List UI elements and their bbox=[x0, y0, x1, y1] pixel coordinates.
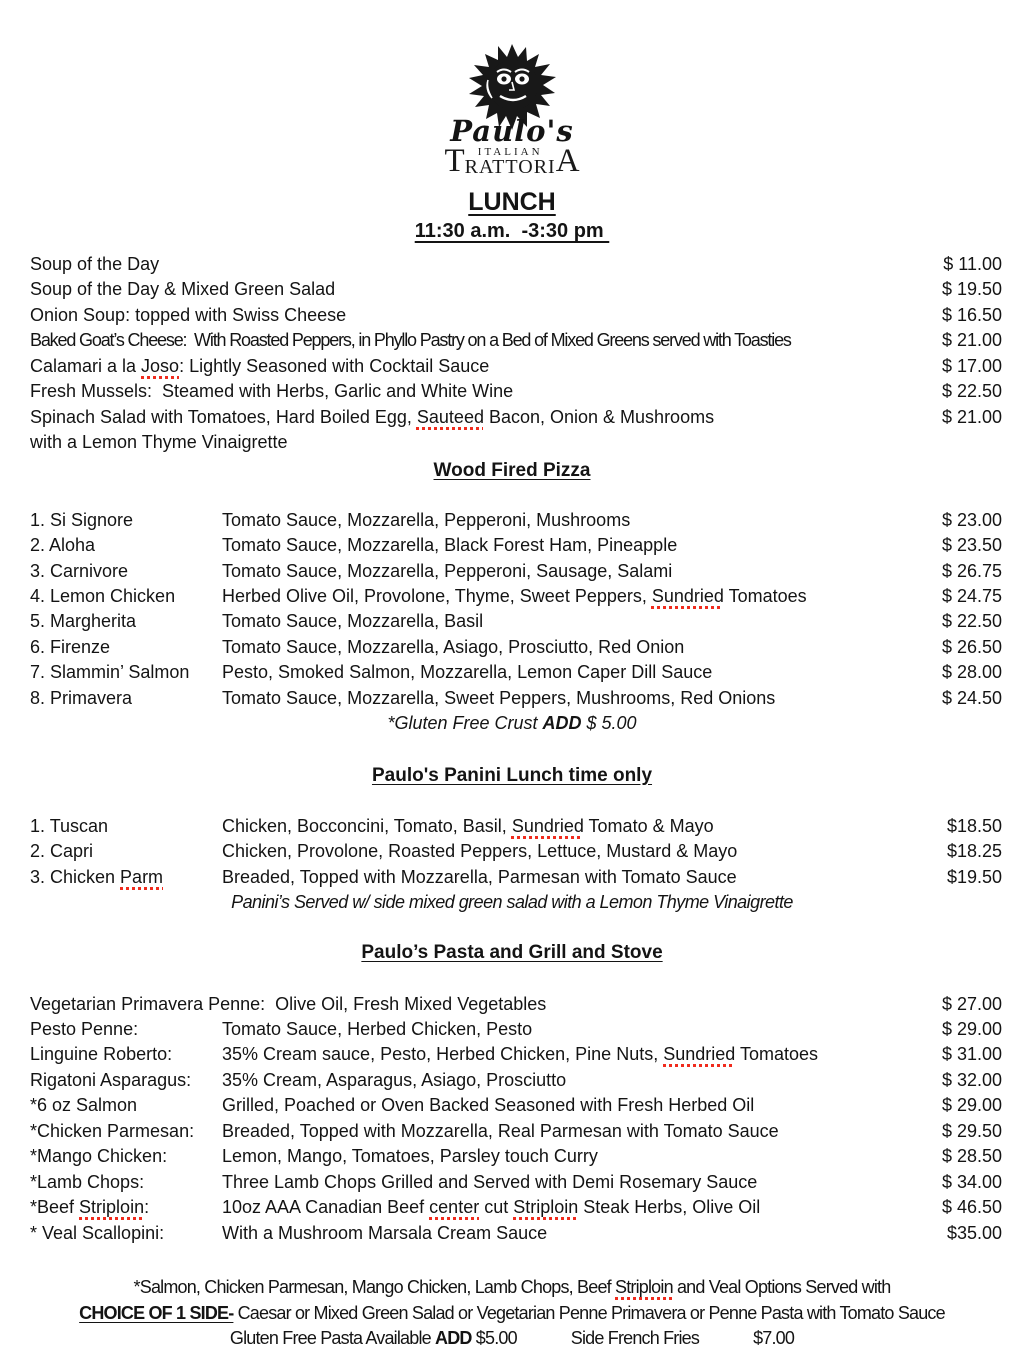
item-price: $ 28.50 bbox=[941, 1146, 1002, 1167]
item-price bbox=[994, 430, 1002, 455]
menu-row bbox=[0, 328, 1024, 353]
menu-row bbox=[0, 1119, 1024, 1144]
panini-section bbox=[0, 814, 1024, 890]
item-name: Pesto Penne: bbox=[30, 1018, 139, 1039]
footer-notes bbox=[0, 1275, 1024, 1351]
item-price: $18.50 bbox=[946, 815, 1002, 836]
item-price: $ 27.00 bbox=[941, 993, 1002, 1014]
item-price: $ 29.50 bbox=[941, 1120, 1002, 1141]
menu-row bbox=[0, 1221, 1024, 1246]
page-title: LUNCH bbox=[468, 188, 556, 216]
item-desc: Chicken, Bocconcini, Tomato, Basil, Sundried Tomato & Mayo bbox=[222, 815, 714, 836]
menu-row bbox=[0, 277, 1024, 302]
item-desc: Tomato Sauce, Mozzarella, Basil bbox=[222, 611, 484, 632]
item-price: $ 24.75 bbox=[941, 585, 1002, 606]
menu-row bbox=[0, 1042, 1024, 1067]
menu-row bbox=[0, 405, 1024, 430]
item-desc: Chicken, Provolone, Roasted Peppers, Lettuce, Mustard & Mayo bbox=[222, 841, 738, 862]
item-text: Soup of the Day bbox=[30, 254, 160, 274]
item-price: $ 23.00 bbox=[941, 509, 1002, 530]
item-desc: Tomato Sauce, Mozzarella, Sweet Peppers, Mushrooms, Red Onions bbox=[222, 687, 776, 708]
side-fries-price: $7.00 bbox=[753, 1327, 795, 1348]
item-price: $ 16.50 bbox=[941, 304, 1002, 325]
pizza-section-heading: Wood Fired Pizza bbox=[433, 459, 591, 481]
item-desc: Breaded, Topped with Mozzarella, Parmesan with Tomato Sauce bbox=[222, 866, 737, 887]
menu-row bbox=[0, 1195, 1024, 1220]
item-price: $ 23.50 bbox=[941, 535, 1002, 556]
menu-row bbox=[0, 635, 1024, 660]
choice-of-side-label: CHOICE OF 1 SIDE- bbox=[79, 1302, 234, 1323]
item-price: $ 21.00 bbox=[941, 330, 1002, 351]
restaurant-logo bbox=[0, 0, 1024, 179]
item-price: $ 28.00 bbox=[941, 662, 1002, 683]
logo-trattoria-wordmark bbox=[444, 143, 580, 179]
item-price: $35.00 bbox=[946, 1222, 1002, 1243]
item-price: $ 17.00 bbox=[941, 355, 1002, 376]
menu-row bbox=[0, 1144, 1024, 1169]
menu-row bbox=[0, 865, 1024, 890]
logo-big-t: T bbox=[444, 143, 465, 179]
item-price: $ 22.50 bbox=[941, 381, 1002, 402]
item-desc: Three Lamb Chops Grilled and Served with Demi Rosemary Sauce bbox=[222, 1171, 758, 1192]
item-name: *Lamb Chops: bbox=[30, 1171, 145, 1192]
item-text: Calamari a la Joso: Lightly Seasoned with Cocktail Sauce bbox=[30, 355, 490, 376]
footer-line-extras: Gluten Free Pasta Available ADD $5.00 Side French Fries $7.00 bbox=[229, 1327, 795, 1348]
item-price: $ 29.00 bbox=[941, 1018, 1002, 1039]
item-price: $ 26.50 bbox=[941, 636, 1002, 657]
item-name: Vegetarian Primavera Penne: bbox=[30, 993, 266, 1014]
menu-row bbox=[0, 533, 1024, 558]
menu-row bbox=[0, 1068, 1024, 1093]
item-desc: Herbed Olive Oil, Provolone, Thyme, Sweet Peppers, Sundried Tomatoes bbox=[222, 585, 807, 606]
logo-italian-label: ITALIAN bbox=[477, 146, 543, 158]
item-name: 2. Capri bbox=[30, 841, 94, 862]
item-text: Soup of the Day & Mixed Green Salad bbox=[30, 279, 336, 300]
footer-line-options: *Salmon, Chicken Parmesan, Mango Chicken, Lamb Chops, Beef Striploin and Veal Options Served with bbox=[133, 1277, 891, 1298]
item-price: $ 31.00 bbox=[941, 1044, 1002, 1065]
menu-row bbox=[0, 1170, 1024, 1195]
appetizers-section bbox=[0, 252, 1024, 456]
logo-script-name: Paulo's bbox=[450, 114, 574, 148]
item-desc: Olive Oil, Fresh Mixed Vegetables bbox=[265, 993, 547, 1014]
item-name: * Veal Scallopini: bbox=[30, 1222, 165, 1243]
menu-row bbox=[0, 1017, 1024, 1042]
side-fries-label: Side French Fries bbox=[570, 1327, 700, 1348]
item-desc: 35% Cream sauce, Pesto, Herbed Chicken, Pine Nuts, Sundried Tomatoes bbox=[222, 1044, 818, 1065]
item-name: *Mango Chicken: bbox=[30, 1146, 168, 1167]
logo-big-a: A bbox=[555, 143, 580, 179]
item-text: Baked Goat’s Cheese: With Roasted Peppers, in Phyllo Pastry on a Bed of Mixed Greens served with Toasties bbox=[30, 330, 791, 351]
item-desc: Tomato Sauce, Herbed Chicken, Pesto bbox=[222, 1018, 533, 1039]
footer-line-sides: CHOICE OF 1 SIDE- Caesar or Mixed Green Salad or Vegetarian Penne Primavera or Penne Pasta with Tomato Sauce bbox=[79, 1302, 945, 1323]
item-name: 1. Tuscan bbox=[30, 815, 109, 836]
item-price: $ 26.75 bbox=[941, 560, 1002, 581]
item-name: Rigatoni Asparagus: bbox=[30, 1069, 192, 1090]
item-price: $ 21.00 bbox=[941, 406, 1002, 427]
pasta-section-heading: Paulo’s Pasta and Grill and Stove bbox=[361, 941, 663, 963]
item-price: $ 11.00 bbox=[943, 254, 1002, 274]
item-name: 2. Aloha bbox=[30, 535, 96, 556]
item-name: Linguine Roberto: bbox=[30, 1044, 173, 1065]
item-desc: Grilled, Poached or Oven Backed Seasoned with Fresh Herbed Oil bbox=[222, 1095, 755, 1116]
item-name: *Beef Striploin: bbox=[30, 1197, 150, 1218]
menu-row bbox=[0, 609, 1024, 634]
item-price: $ 19.50 bbox=[941, 279, 1002, 300]
menu-row bbox=[0, 814, 1024, 839]
item-name: *6 oz Salmon bbox=[30, 1095, 138, 1116]
item-price: $ 29.00 bbox=[941, 1095, 1002, 1116]
menu-row bbox=[0, 1093, 1024, 1118]
item-desc: Tomato Sauce, Mozzarella, Asiago, Prosciutto, Red Onion bbox=[222, 636, 685, 657]
item-name: 8. Primavera bbox=[30, 687, 133, 708]
pizza-section bbox=[0, 508, 1024, 712]
pasta-section bbox=[0, 992, 1024, 1247]
item-name: 3. Chicken Parm bbox=[30, 866, 164, 887]
item-price: $18.25 bbox=[946, 841, 1002, 862]
menu-row bbox=[0, 584, 1024, 609]
item-text: Onion Soup: topped with Swiss Cheese bbox=[30, 304, 347, 325]
item-price: $ 24.50 bbox=[941, 687, 1002, 708]
item-name: 4. Lemon Chicken bbox=[30, 585, 176, 606]
panini-section-heading: Paulo's Panini Lunch time only bbox=[371, 764, 653, 786]
menu-row bbox=[0, 508, 1024, 533]
menu-row bbox=[0, 303, 1024, 328]
item-desc: 10oz AAA Canadian Beef center cut Striploin Steak Herbs, Olive Oil bbox=[222, 1197, 761, 1218]
item-desc: Lemon, Mango, Tomatoes, Parsley touch Curry bbox=[222, 1146, 598, 1167]
item-desc: Pesto, Smoked Salmon, Mozzarella, Lemon Caper Dill Sauce bbox=[222, 662, 713, 683]
menu-row-continuation bbox=[0, 430, 1024, 455]
item-text: Fresh Mussels: Steamed with Herbs, Garlic and White Wine bbox=[30, 381, 514, 402]
item-price: $ 46.50 bbox=[941, 1197, 1002, 1218]
item-name: 7. Slammin’ Salmon bbox=[30, 662, 190, 683]
item-text: with a Lemon Thyme Vinaigrette bbox=[30, 432, 288, 453]
panini-served-note: Panini’s Served w/ side mixed green salad with a Lemon Thyme Vinaigrette bbox=[231, 892, 793, 913]
item-desc: Breaded, Topped with Mozzarella, Real Parmesan with Tomato Sauce bbox=[222, 1120, 779, 1141]
item-desc: Tomato Sauce, Mozzarella, Pepperoni, Sausage, Salami bbox=[222, 560, 673, 581]
item-name: 5. Margherita bbox=[30, 611, 137, 632]
item-price: $ 34.00 bbox=[941, 1171, 1002, 1192]
menu-row bbox=[0, 686, 1024, 711]
gluten-free-crust-note: *Gluten Free Crust ADD $ 5.00 bbox=[387, 713, 637, 734]
menu-row bbox=[0, 379, 1024, 404]
item-name: 6. Firenze bbox=[30, 636, 111, 657]
menu-row bbox=[0, 660, 1024, 685]
item-price: $ 32.00 bbox=[941, 1069, 1002, 1090]
menu-row bbox=[0, 252, 1024, 277]
item-desc: Tomato Sauce, Mozzarella, Pepperoni, Mushrooms bbox=[222, 509, 631, 530]
logo-rattori-letters: RATTORI bbox=[464, 156, 556, 178]
item-price: $19.50 bbox=[946, 866, 1002, 887]
item-desc: With a Mushroom Marsala Cream Sauce bbox=[222, 1222, 548, 1243]
menu-row bbox=[0, 992, 1024, 1017]
menu-row bbox=[0, 839, 1024, 864]
item-name: 1. Si Signore bbox=[30, 509, 134, 530]
menu-row bbox=[0, 354, 1024, 379]
menu-row bbox=[0, 559, 1024, 584]
item-name: *Chicken Parmesan: bbox=[30, 1120, 195, 1141]
service-hours: 11:30 a.m. -3:30 pm bbox=[414, 220, 610, 242]
item-desc: Tomato Sauce, Mozzarella, Black Forest Ham, Pineapple bbox=[222, 535, 678, 556]
item-text: Spinach Salad with Tomatoes, Hard Boiled Egg, Sauteed Bacon, Onion & Mushrooms bbox=[30, 406, 715, 427]
item-desc: 35% Cream, Asparagus, Asiago, Prosciutto bbox=[222, 1069, 567, 1090]
item-name: 3. Carnivore bbox=[30, 560, 129, 581]
item-price: $ 22.50 bbox=[941, 611, 1002, 632]
